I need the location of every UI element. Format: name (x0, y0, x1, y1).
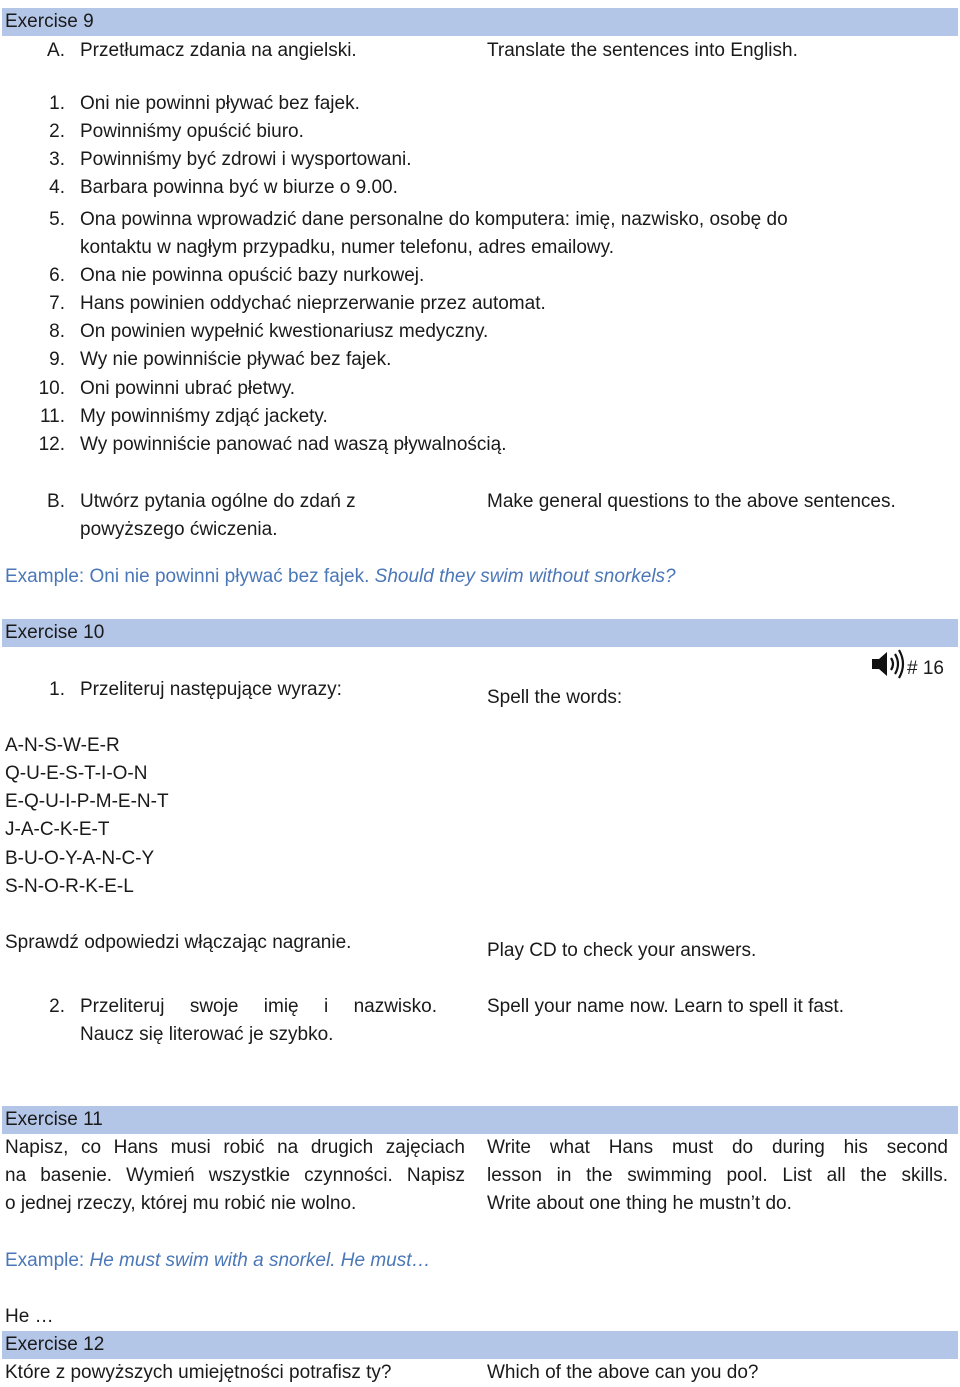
list-item-number: 5. (49, 209, 65, 230)
list-item: J-A-C-K-E-T (5, 819, 110, 840)
part-b-instruction-pl-continued: powyższego ćwiczenia. (80, 519, 278, 540)
list-item: Q-U-E-S-T-I-O-N (5, 763, 148, 784)
exercise-11-instruction-en-line1: Write what Hans must do during his second (487, 1137, 948, 1158)
check-instruction-en: Play CD to check your answers. (487, 940, 757, 961)
exercise-9-header (2, 8, 958, 36)
list-item-number: 10. (38, 378, 65, 399)
question-1-number: 1. (49, 679, 65, 700)
exercise-11-instruction-pl-line3: o jednej rzeczy, której mu robić nie wolno. (5, 1193, 357, 1214)
part-b-instruction-en: Make general questions to the above sentences. (487, 491, 896, 512)
example-english: Should they swim without snorkels? (374, 566, 676, 587)
list-item: S-N-O-R-K-E-L (5, 876, 134, 897)
exercise-9-title: Exercise 9 (5, 11, 94, 32)
exercise-11-instruction-en-line3: Write about one thing he mustn’t do. (487, 1193, 792, 1214)
list-item-number: 4. (49, 177, 65, 198)
list-item-text: Barbara powinna być w biurze o 9.00. (80, 177, 398, 198)
exercise-12-title: Exercise 12 (5, 1334, 105, 1355)
exercise-11-title: Exercise 11 (5, 1109, 103, 1130)
list-item-number: 7. (49, 293, 65, 314)
list-item-text: Ona powinna wprowadzić dane personalne do komputera: imię, nazwisko, osobę do (80, 209, 788, 230)
part-b-letter: B. (47, 491, 65, 512)
list-item-number: 6. (49, 265, 65, 286)
part-a-instruction-en: Translate the sentences into English. (487, 40, 798, 61)
part-a-instruction-pl: Przetłumacz zdania na angielski. (80, 40, 357, 61)
example-text: He must swim with a snorkel. He must… (89, 1250, 431, 1271)
list-item-text: Hans powinien oddychać nieprzerwanie przez automat. (80, 293, 546, 314)
exercise-11-header (2, 1106, 958, 1134)
part-a-letter: A. (47, 40, 65, 61)
list-item-text: Wy powinniście panować nad waszą pływalnością. (80, 434, 507, 455)
list-item-number: 11. (39, 406, 65, 427)
part-b-instruction-pl: Utwórz pytania ogólne do zdań z (80, 491, 356, 512)
question-1-instruction-en: Spell the words: (487, 687, 623, 708)
list-item-number: 9. (49, 349, 65, 370)
list-item-text: Oni powinni ubrać płetwy. (80, 378, 296, 399)
exercise-12-header (2, 1331, 958, 1359)
question-2-instruction-pl: Przeliteruj swoje imię i nazwisko. (80, 996, 437, 1017)
exercise-12-question-en: Which of the above can you do? (487, 1362, 759, 1383)
track-number: # 16 (907, 658, 944, 679)
list-item-number: 3. (49, 149, 65, 170)
list-item-number: 2. (49, 121, 65, 142)
list-item: A-N-S-W-E-R (5, 735, 120, 756)
exercise-11-example (5, 1247, 431, 1275)
list-item-number: 12. (38, 434, 65, 455)
question-2-instruction-en: Spell your name now. Learn to spell it fast. (487, 996, 844, 1017)
exercise-10-header (2, 619, 958, 647)
list-item-text: Powinniśmy opuścić biuro. (80, 121, 304, 142)
speaker-icon[interactable] (870, 649, 906, 679)
list-item-text: Oni nie powinni pływać bez fajek. (80, 93, 360, 114)
example-polish: Example: Oni nie powinni pływać bez fajek. (5, 566, 370, 587)
example-label: Example: (5, 1250, 85, 1271)
list-item-text: On powinien wypełnić kwestionariusz medyczny. (80, 321, 489, 342)
list-item-number: 8. (49, 321, 65, 342)
list-item-number: 1. (49, 93, 65, 114)
list-item-text-continued: kontaktu w nagłym przypadku, numer telefonu, adres emailowy. (80, 237, 615, 258)
exercise-12-question-pl: Które z powyższych umiejętności potrafisz ty? (5, 1362, 392, 1383)
list-item-text: My powinniśmy zdjąć jackety. (80, 406, 328, 427)
question-1-instruction-pl: Przeliteruj następujące wyrazy: (80, 679, 342, 700)
answer-start: He … (5, 1306, 54, 1327)
list-item: E-Q-U-I-P-M-E-N-T (5, 791, 169, 812)
check-instruction-pl: Sprawdź odpowiedzi włączając nagranie. (5, 932, 352, 953)
question-2-number: 2. (49, 996, 65, 1017)
exercise-11-instruction-pl-line2: na basenie. Wymień wszystkie czynności. Napisz (5, 1165, 465, 1186)
list-item-text: Wy nie powinniście pływać bez fajek. (80, 349, 392, 370)
list-item: B-U-O-Y-A-N-C-Y (5, 848, 155, 869)
exercise-11-instruction-en-line2: lesson in the swimming pool. List all the skills. (487, 1165, 948, 1186)
exercise-10-title: Exercise 10 (5, 622, 105, 643)
list-item-text: Powinniśmy być zdrowi i wysportowani. (80, 149, 412, 170)
question-2-instruction-pl-continued: Naucz się literować je szybko. (80, 1024, 334, 1045)
list-item-text: Ona nie powinna opuścić bazy nurkowej. (80, 265, 425, 286)
exercise-11-instruction-pl-line1: Napisz, co Hans musi robić na drugich zajęciach (5, 1137, 465, 1158)
example-line (5, 563, 676, 591)
